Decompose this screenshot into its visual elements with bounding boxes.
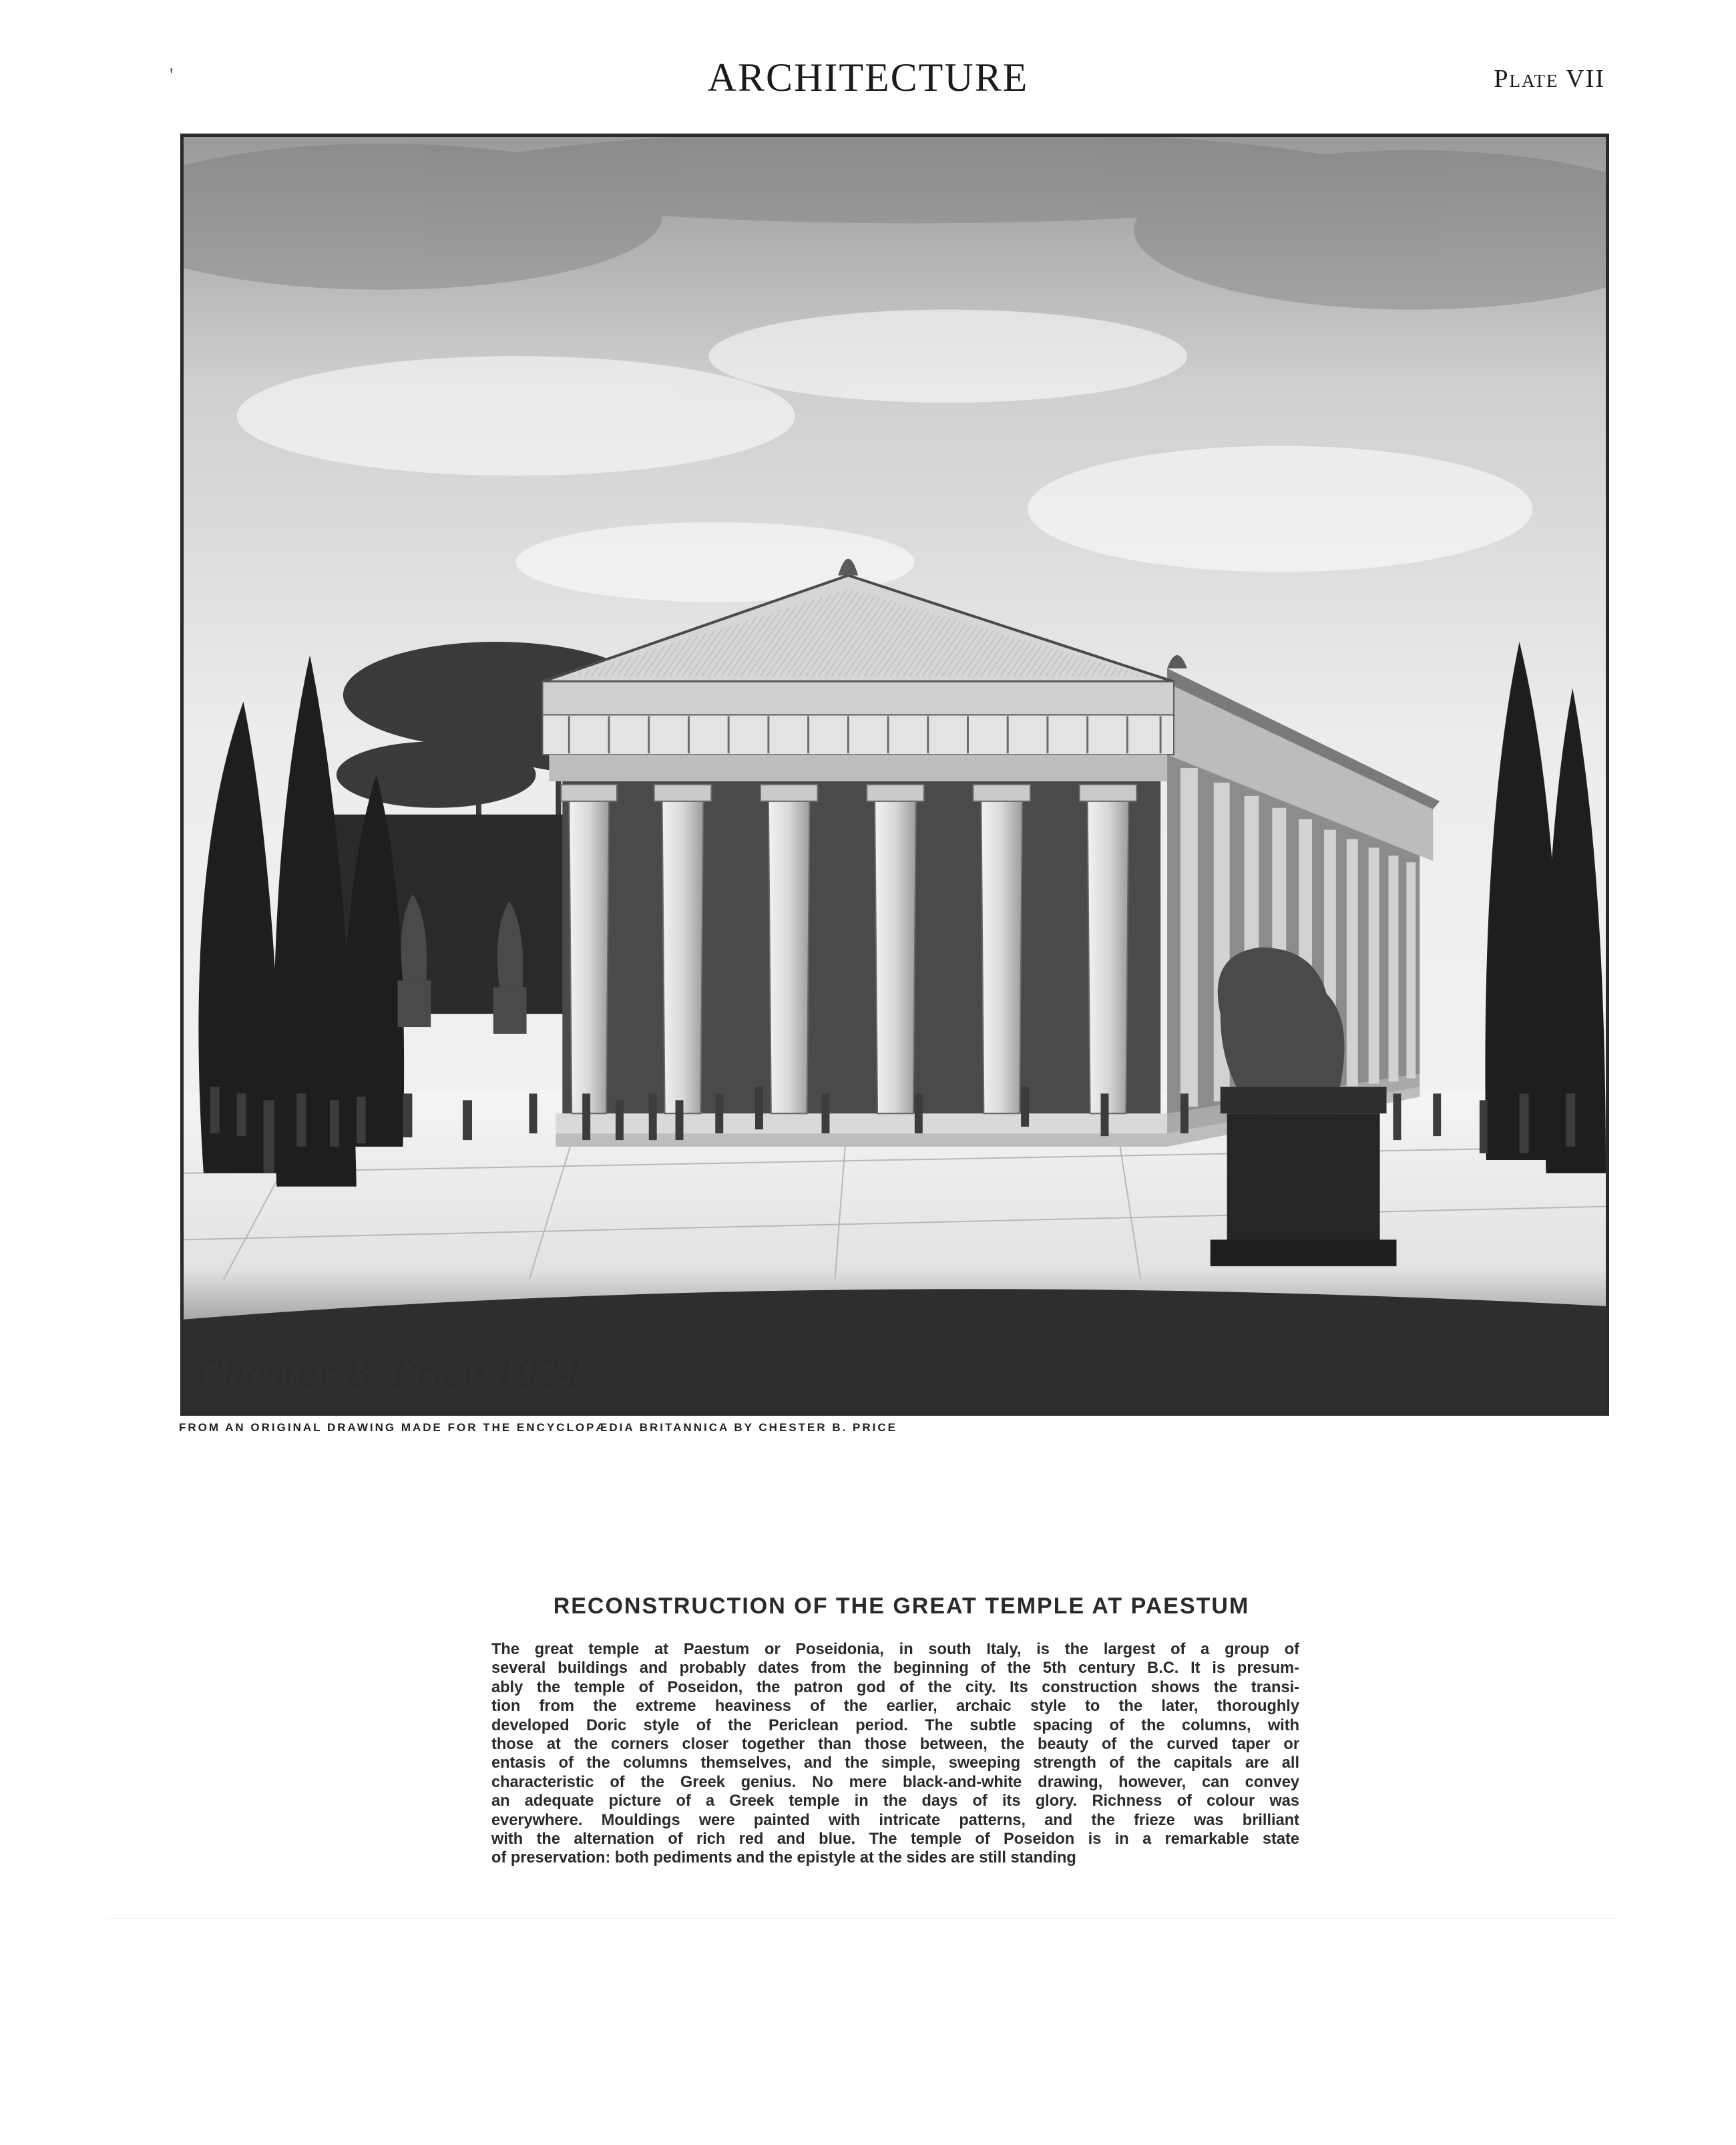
temple-drawing [180, 134, 1609, 1416]
caption-line: an adequate picture of a Greek temple in the days of its glory. Richness of colour was [491, 1792, 1299, 1810]
artist-signature: Chester B. Price 1924 [196, 1354, 583, 1395]
caption-line: of preservation: both pediments and the epistyle at the sides are still standing [491, 1849, 1076, 1867]
caption-line: tion from the extreme heaviness of the earlier, archaic style to the later, thoroughly [491, 1698, 1299, 1716]
caption-title: RECONSTRUCTION OF THE GREAT TEMPLE AT PAESTUM [553, 1593, 1250, 1619]
caption-body [491, 1640, 1299, 1868]
caption-line: everywhere. Mouldings were painted with intricate patterns, and the frieze was brilliant [491, 1811, 1299, 1829]
caption-line: ably the temple of Poseidon, the patron god of the city. Its construction shows the transi- [491, 1678, 1299, 1696]
caption-line: with the alternation of rich red and blue. The temple of Poseidon is in a remarkable state [491, 1830, 1299, 1848]
caption-line: entasis of the columns themselves, and the simple, sweeping strength of the capitals are all [491, 1754, 1299, 1772]
running-head: ARCHITECTURE [707, 55, 1029, 100]
caption-line: several buildings and probably dates from the beginning of the 5th century B.C. It is presum- [491, 1660, 1299, 1678]
caption-line: those at the corners closer together than those between, the beauty of the curved taper or [491, 1736, 1299, 1754]
temple-drawing-svg [184, 137, 1606, 1412]
stray-printer-mark: ' [170, 64, 174, 86]
caption-line: The great temple at Paestum or Poseidonia, in south Italy, is the largest of a group of [491, 1641, 1299, 1658]
caption-line: developed Doric style of the Periclean period. The subtle spacing of the columns, with [491, 1716, 1299, 1734]
plate-number: Plate VII [1494, 65, 1605, 93]
page-divider [107, 1918, 1616, 1919]
drawing-credit: FROM AN ORIGINAL DRAWING MADE FOR THE ENCYCLOPÆDIA BRITANNICA BY CHESTER B. PRICE [179, 1421, 898, 1434]
caption-line: characteristic of the Greek genius. No mere black-and-white drawing, however, can convey [491, 1773, 1299, 1791]
